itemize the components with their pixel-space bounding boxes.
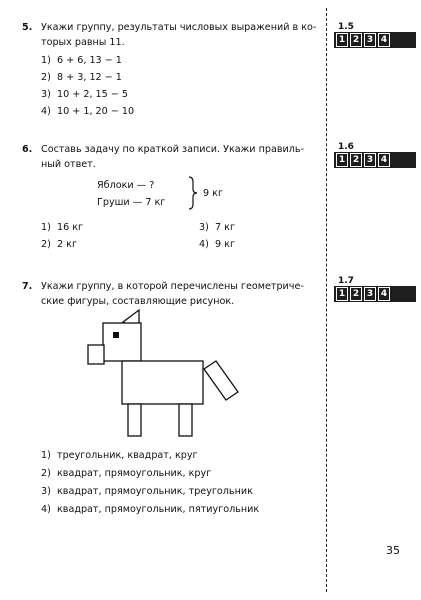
answer-option-4[interactable]: 4) 10 + 1, 20 − 10 — [41, 106, 135, 117]
answer-option-2[interactable]: 2) 2 кг — [41, 239, 77, 250]
answer-box-4[interactable]: 4 — [378, 287, 390, 301]
head-square — [103, 323, 141, 361]
answer-option-1[interactable]: 1) 16 кг — [41, 222, 84, 233]
answer-option-3[interactable]: 3) квадрат, прямоугольник, треугольник — [41, 486, 253, 497]
question-text-line: ный ответ. — [41, 159, 96, 170]
note-total: 9 кг — [203, 188, 223, 199]
body-rectangle — [122, 361, 203, 404]
leg-rectangle — [179, 404, 192, 436]
curly-brace-icon — [187, 176, 199, 210]
answer-grid — [334, 32, 416, 48]
answer-box-2[interactable]: 2 — [350, 33, 362, 47]
answer-option-3[interactable]: 3) 7 кг — [199, 222, 235, 233]
question-5-text — [22, 20, 318, 50]
margin-divider — [326, 8, 327, 592]
question-text-line: торых равны 11. — [41, 37, 125, 48]
horse-shapes-figure — [80, 306, 240, 438]
code-box-1-7 — [334, 276, 416, 302]
answer-option-3[interactable]: 3) 10 + 2, 15 − 5 — [41, 89, 128, 100]
code-label: 1.6 — [338, 142, 354, 152]
code-box-1-6 — [334, 142, 416, 168]
question-number: 6. — [22, 144, 33, 155]
answer-box-1[interactable]: 1 — [336, 153, 348, 167]
question-7-text — [22, 279, 318, 309]
answer-option-1[interactable]: 1) 6 + 6, 13 − 1 — [41, 55, 122, 66]
question-6-text — [22, 142, 318, 172]
answer-box-3[interactable]: 3 — [364, 287, 376, 301]
question-7-options — [22, 448, 318, 520]
answer-box-2[interactable]: 2 — [350, 287, 362, 301]
question-text-line: Укажи группу, результаты числовых выражений в ко- — [41, 22, 317, 33]
answer-option-1[interactable]: 1) треугольник, квадрат, круг — [41, 450, 198, 461]
leg-rectangle — [128, 404, 141, 436]
question-6 — [22, 142, 318, 250]
note-pears: Груши — 7 кг — [97, 197, 166, 208]
answer-box-4[interactable]: 4 — [378, 153, 390, 167]
question-text-line: Составь задачу по краткой записи. Укажи правиль- — [41, 144, 304, 155]
code-label: 1.5 — [338, 22, 354, 32]
code-box-1-5 — [334, 22, 416, 48]
question-number: 5. — [22, 22, 33, 33]
question-7 — [22, 279, 318, 309]
answer-option-2[interactable]: 2) квадрат, прямоугольник, круг — [41, 468, 212, 479]
answer-box-3[interactable]: 3 — [364, 33, 376, 47]
question-text-line: ские фигуры, составляющие рисунок. — [41, 296, 235, 307]
answer-option-2[interactable]: 2) 8 + 3, 12 − 1 — [41, 72, 122, 83]
note-apples: Яблоки — ? — [97, 180, 155, 191]
answer-box-1[interactable]: 1 — [336, 287, 348, 301]
answer-grid — [334, 286, 416, 302]
short-note — [97, 178, 277, 210]
question-text-line: Укажи группу, в которой перечислены геометриче- — [41, 281, 304, 292]
answer-box-2[interactable]: 2 — [350, 153, 362, 167]
page-number: 35 — [386, 544, 400, 557]
answer-box-1[interactable]: 1 — [336, 33, 348, 47]
answer-box-4[interactable]: 4 — [378, 33, 390, 47]
answer-option-4[interactable]: 4) 9 кг — [199, 239, 235, 250]
answer-box-3[interactable]: 3 — [364, 153, 376, 167]
eye-square — [113, 332, 119, 338]
question-number: 7. — [22, 281, 33, 292]
answer-grid — [334, 152, 416, 168]
question-5 — [22, 20, 318, 121]
code-label: 1.7 — [338, 276, 354, 286]
tail-rectangle — [204, 361, 238, 400]
muzzle-rectangle — [88, 345, 104, 364]
answer-option-4[interactable]: 4) квадрат, прямоугольник, пятиугольник — [41, 504, 260, 515]
